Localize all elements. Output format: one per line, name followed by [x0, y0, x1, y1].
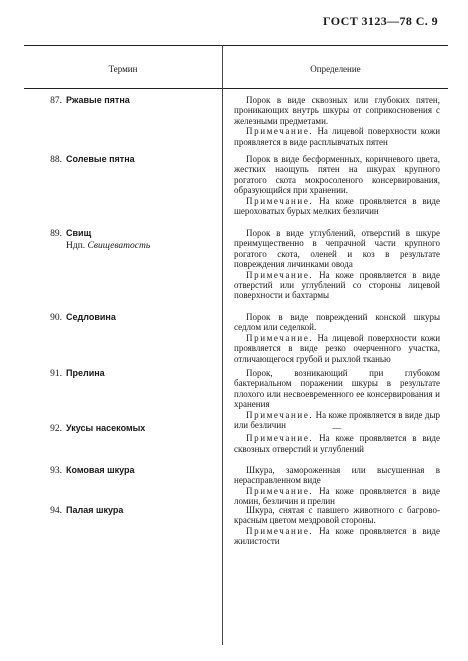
- deprecated-synonym: Свищеватость: [87, 241, 151, 251]
- term-row: 88. Солевые пятна: [50, 154, 135, 165]
- term-name: Палая шкура: [66, 505, 124, 515]
- term-name: Свищ: [66, 228, 92, 238]
- table-top-rule: [24, 45, 448, 46]
- term-name: Комовая шкура: [66, 465, 135, 475]
- term-row: 90. Седловина: [50, 312, 116, 323]
- definition-cell: Порок в виде углублений, отверстий в шкуре преимущественно в чепрачной части крупного рогатого скота, оленей и коз в результате повреждения личинками овода Примечание. На коже проявляется в виде отверстий или углублений со стороны лицевой поверхности и бахтармы: [234, 228, 441, 301]
- term-name: Седловина: [66, 312, 116, 322]
- term-row: 87. Ржавые пятна: [50, 95, 130, 106]
- definition-cell: — Примечание. На коже проявляется в виде сквозных отверстий и углублений: [234, 423, 441, 454]
- definition-cell: Порок в виде бесформенных, коричневого цвета, жестких наощупь пятен на шкурах крупного рогатого скота мокросоленого консервирования, образующийся при хранении. Примечание. На коже проявляется в виде шероховатых бурых мелких безличин: [234, 154, 441, 217]
- definition-cell: Порок в виде повреждений конской шкуры седлом или седелкой. Примечание. На лицевой поверхности кожи проявляется в виде резко очерченного участка, отличающегося грубой и рыхлой тканью: [234, 312, 441, 364]
- column-divider: [222, 45, 223, 645]
- definition-cell: Шкура, замороженная или высушенная в нерасправленном виде Примечание. На коже проявляется в виде ломин, безличин и прелин: [234, 465, 441, 507]
- term-name: Солевые пятна: [66, 154, 135, 164]
- term-row: 91. Прелина: [50, 368, 105, 379]
- term-name: Прелина: [66, 368, 105, 378]
- term-name: Укусы насекомых: [66, 423, 146, 433]
- definition-cell: Шкура, снятая с павшего животного с багрово-красным цветом мездровой стороны. Примечание. На коже проявляется в виде жилистости: [234, 505, 441, 547]
- term-row: 92. Укусы насекомых: [50, 423, 146, 434]
- page-header-code: ГОСТ 3123—78 С. 9: [323, 14, 438, 28]
- definition-cell: Порок в виде сквозных или глубоких пятен, проникающих внутрь шкуры от соприкосновения с железными предметами. Примечание. На лицевой поверхности кожи проявляется в виде расплывчатых пятен: [234, 95, 441, 147]
- term-row: 94. Палая шкура: [50, 505, 124, 516]
- term-row: 89. Свищ Ндп. Свищеватость: [50, 228, 151, 251]
- term-row: 93. Комовая шкура: [50, 465, 135, 476]
- column-header-definition: Определение: [310, 64, 361, 74]
- term-name: Ржавые пятна: [66, 95, 130, 105]
- table-header-rule: [24, 88, 448, 89]
- definition-cell: Порок, возникающий при глубоком бактериальном поражении шкуры в результате плохого или несвоевременного ее консервирования и хранения Примечание. На коже проявляется в виде дыр или безличин: [234, 368, 441, 431]
- column-header-term: Термин: [108, 64, 138, 74]
